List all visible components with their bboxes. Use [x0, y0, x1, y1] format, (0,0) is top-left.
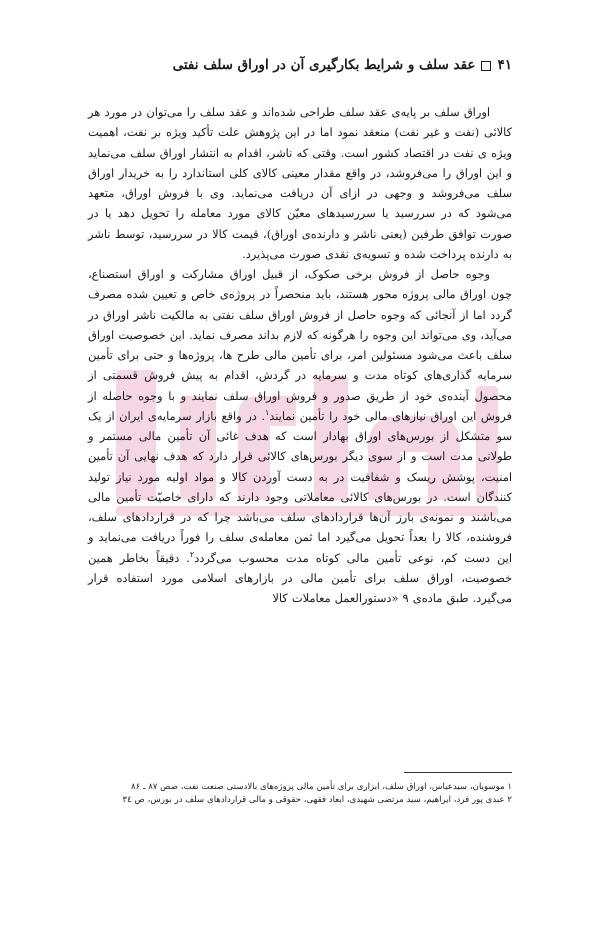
- footnotes: [88, 781, 512, 807]
- running-header: [88, 54, 512, 76]
- chapter-title: عقد سلف و شرایط بکارگیری آن در اوراق سلف نفتی: [172, 57, 476, 73]
- square-ornament-icon: [481, 61, 491, 71]
- paragraph-text: . در واقع بازار سرمایه‌ی ایران از یک سو متشکل از بورس‌های اوراق بهادار است که هدف غائی آن تأمین مالی مستمر و طولانی مدت است و از سوی دیگر بورس‌های کالائی قرار دارد که هدف نهایی آن تأمین امنیت، پوشش ریسک و شفافیت در به دست آوردن کالا و مواد اولیه مورد نیاز تولید کنندگان است. در بورس‌های کالائی معاملاتی وجود دارند که دارای خاصیّت تأمین مالی می‌باشند و نمونه‌ی بارز آن‌ها قراردادهای سلف می‌باشد چرا که در قراردادهای سلف، فروشنده، کالا را بعداً تحویل می‌گیرد اما ثمن معامله‌ی سلف را فوراً دریافت می‌نماید و این دست کم، نوعی تأمین مالی کوتاه مدت محسوب می‌گردد: [88, 408, 513, 565]
- paragraph-text: . دقیقاً بخاطر همین خصوصیت، اوراق سلف برای تأمین مالی در بازارهای اسلامی مورد استفاده قرار می‌گیرد. طبق ماده‌ی ۹ «دستورالعمل معاملات کالا: [88, 550, 512, 605]
- footnote-marker: ۲: [189, 549, 195, 559]
- footnote: ۱ موسویان، سیدعباس، اوراق سلف، ابزاری برای تأمین مالی پروژه‌های بالادستی صنعت نفت، صص ۸۷ ـ ۸۶: [130, 782, 512, 792]
- paragraph: اوراق سلف بر پایه‌ی عقد سلف طراحی شده‌اند و عقد سلف را می‌توان در مورد هر کالائی (نفت و غیر نفت) منعقد نمود اما در این پژوهش علت تأکید ویژه بر نفت، اهمیت ویژه ی نفت در اقتصاد کشور است. وقتی که ناشر، اقدام به انتشار اوراق سلف می‌نماید و این اوراق را می‌فروشد، در واقع مقدار معینی کالای کلی استاندارد را به خریدار اوراق سلف می‌فروشد و وجهی در ازای آن دریافت می‌نماید. وی با فروش اوراق، متعهد می‌شود که در سررسید یا سررسیدهای معیّن کالای مورد معامله را تحویل دهد یا در صورت توافق طرفین (یعنی ناشر و دارنده‌ی اوراق)، قیمت کالا در سررسید، توسط ناشر به دارنده پرداخت شده و تسویه‌ی نقدی صورت می‌پذیرد.: [88, 105, 512, 261]
- page-number: ۴۱: [497, 57, 512, 73]
- body-text: [88, 102, 512, 608]
- footnote-marker: ۱: [264, 407, 270, 417]
- footnote-divider: [404, 772, 512, 773]
- footnote: ۲ عبدی پور فرد، ابراهیم، سید مرتضی شهیدی، ابعاد فقهی، حقوقی و مالی قراردادهای سلف در بورس، ص ۳٤: [122, 795, 512, 805]
- paragraph-text: وجوه حاصل از فروش برخی صکوک، از قبیل اوراق مشارکت و اوراق استصناع، چون اوراق مالی پروژه محور هستند، باید منحصراً در پروژه‌ی خاص و تعیین شده مصرف گردد اما از آنجائی که وجوه حاصل از فروش اوراق سلف نفتی به مالکیت ناشر اوراق در می‌آید، وی می‌تواند این وجوه را هرگونه که لازم بداند مصرف نماید. این خصوصیت اوراق سلف باعث می‌شود مسئولین امر، برای تأمین مالی طرح ها، پروژه‌ها و حتی برای تأمین سرمایه گذاری‌های کوتاه مدت و سرمایه در گردش، اقدام به پیش فروش قسمتی از محصول آینده‌ی خود از طریق صدور و فروش اوراق سلف نمایند و با وجوه حاصله از فروش این اوراق نیازهای مالی خود را تأمین نمایند: [88, 267, 512, 423]
- paragraph: [88, 264, 512, 608]
